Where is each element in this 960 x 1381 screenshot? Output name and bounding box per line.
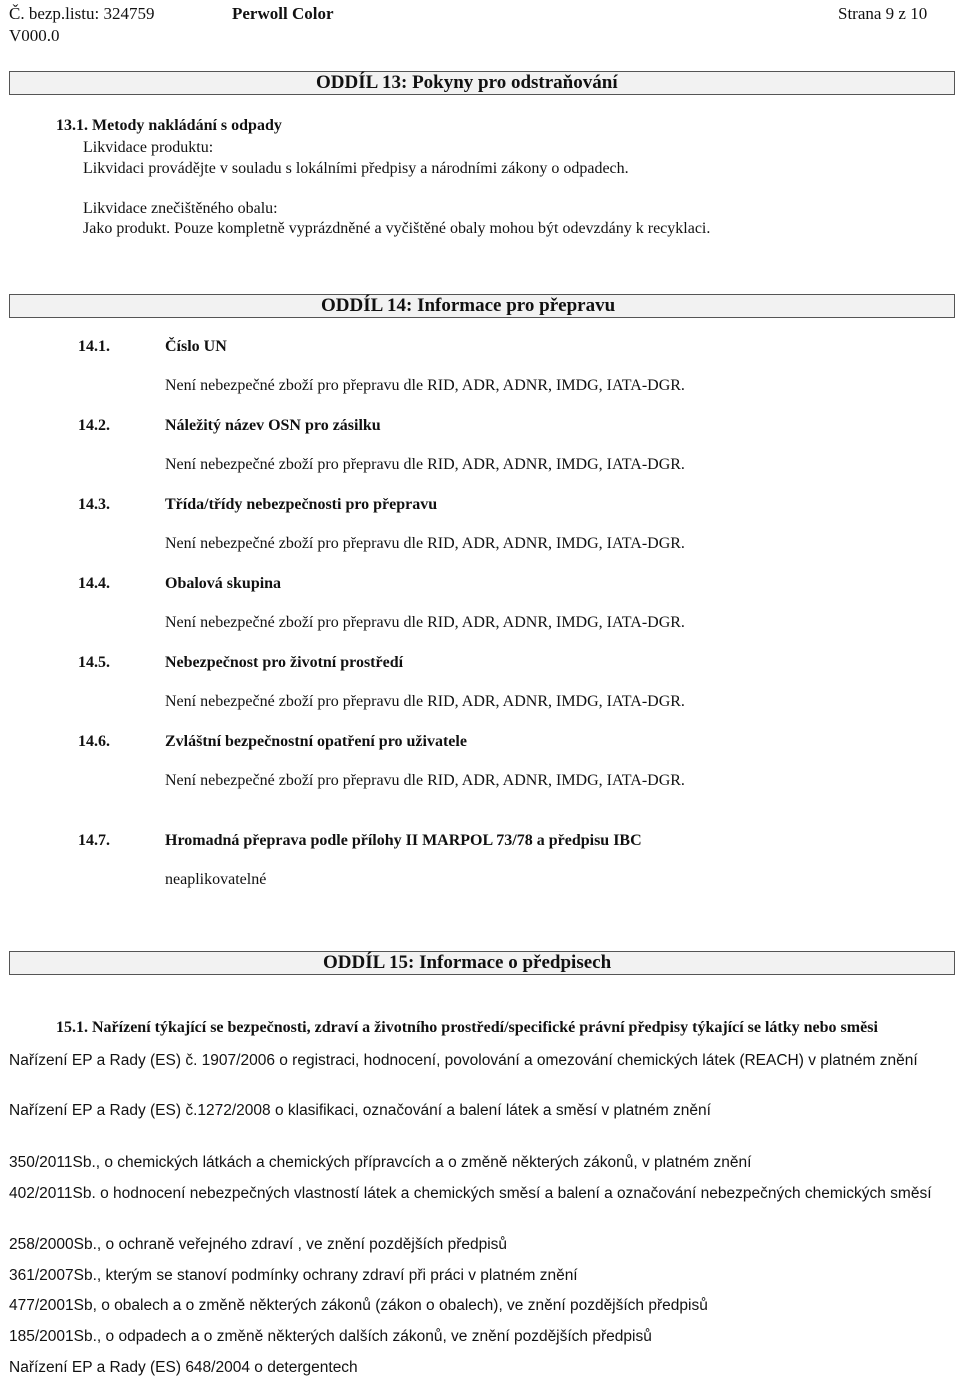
item-14-6-number: 14.6.: [78, 733, 110, 750]
disposal-product-label: Likvidace produktu:: [83, 139, 214, 156]
item-14-7-label: Hromadná přeprava podle přílohy II MARPOL 73/78 a předpisu IBC: [165, 832, 642, 849]
item-14-5-label: Nebezpečnost pro životní prostředí: [165, 654, 404, 671]
regulation-648-2004: Nařízení EP a Rady (ES) 648/2004 o detergentech: [9, 1359, 358, 1376]
item-14-5-value: Není nebezpečné zboží pro přepravu dle RID, ADR, ADNR, IMDG, IATA-DGR.: [165, 693, 685, 710]
section-15-1-heading: 15.1. Nařízení týkající se bezpečnosti, zdraví a životního prostředí/specifické právní předpisy týkající se látky nebo směsi: [56, 1019, 878, 1036]
regulation-185-2001: 185/2001Sb., o odpadech a o změně některých dalších zákonů, ve znění pozdějších předpisů: [9, 1328, 652, 1345]
item-14-4-label: Obalová skupina: [165, 575, 282, 592]
section-13-1-heading: 13.1. Metody nakládání s odpady: [56, 117, 282, 134]
disposal-packaging-label: Likvidace znečištěného obalu:: [83, 200, 278, 217]
item-14-3-label: Třída/třídy nebezpečnosti pro přepravu: [165, 496, 438, 513]
page-number: Strana 9 z 10: [838, 4, 928, 23]
item-14-1-number: 14.1.: [78, 338, 110, 355]
item-14-2-number: 14.2.: [78, 417, 110, 434]
disposal-packaging-text: Jako produkt. Pouze kompletně vyprázdněné a vyčištěné obaly mohou být odevzdány k recyklaci.: [83, 220, 711, 237]
item-14-1-value: Není nebezpečné zboží pro přepravu dle RID, ADR, ADNR, IMDG, IATA-DGR.: [165, 377, 685, 394]
item-14-1-label: Číslo UN: [165, 338, 227, 355]
section-14-title: ODDÍL 14: Informace pro přepravu: [321, 295, 616, 316]
regulation-clp: Nařízení EP a Rady (ES) č.1272/2008 o klasifikaci, označování a balení látek a směsí v platném znění: [9, 1102, 711, 1119]
regulation-402-2011: 402/2011Sb. o hodnocení nebezpečných vlastností látek a chemických směsí a balení a označování nebezpečných chemických směsí: [9, 1185, 932, 1202]
regulation-477-2001: 477/2001Sb, o obalech a o změně některých zákonů (zákon o obalech), ve znění pozdějších předpisů: [9, 1297, 708, 1314]
item-14-2-label: Náležitý název OSN pro zásilku: [165, 417, 381, 434]
item-14-7-number: 14.7.: [78, 832, 110, 849]
item-14-7-value: neaplikovatelné: [165, 871, 267, 888]
item-14-4-number: 14.4.: [78, 575, 110, 592]
section-13-title: ODDÍL 13: Pokyny pro odstraňování: [316, 72, 618, 93]
doc-version: V000.0: [9, 26, 60, 45]
regulation-350-2011: 350/2011Sb., o chemických látkách a chemických přípravcích a o změně některých zákonů, v platném znění: [9, 1154, 752, 1171]
item-14-6-label: Zvláštní bezpečnostní opatření pro uživatele: [165, 733, 467, 750]
item-14-4-value: Není nebezpečné zboží pro přepravu dle RID, ADR, ADNR, IMDG, IATA-DGR.: [165, 614, 685, 631]
section-15-title: ODDÍL 15: Informace o předpisech: [323, 952, 612, 973]
disposal-product-text: Likvidaci provádějte v souladu s lokálními předpisy a národními zákony o odpadech.: [83, 160, 629, 177]
item-14-2-value: Není nebezpečné zboží pro přepravu dle RID, ADR, ADNR, IMDG, IATA-DGR.: [165, 456, 685, 473]
product-name: Perwoll Color: [232, 4, 334, 23]
item-14-5-number: 14.5.: [78, 654, 110, 671]
regulation-361-2007: 361/2007Sb., kterým se stanoví podmínky ochrany zdraví při práci v platném znění: [9, 1267, 578, 1284]
item-14-3-value: Není nebezpečné zboží pro přepravu dle RID, ADR, ADNR, IMDG, IATA-DGR.: [165, 535, 685, 552]
doc-number: Č. bezp.listu: 324759: [9, 4, 155, 23]
item-14-6-value: Není nebezpečné zboží pro přepravu dle RID, ADR, ADNR, IMDG, IATA-DGR.: [165, 772, 685, 789]
regulation-reach: Nařízení EP a Rady (ES) č. 1907/2006 o registraci, hodnocení, povolování a omezování chemických látek (REACH) v platném znění: [9, 1052, 918, 1069]
regulation-258-2000: 258/2000Sb., o ochraně veřejného zdraví , ve znění pozdějších předpisů: [9, 1236, 508, 1253]
item-14-3-number: 14.3.: [78, 496, 110, 513]
